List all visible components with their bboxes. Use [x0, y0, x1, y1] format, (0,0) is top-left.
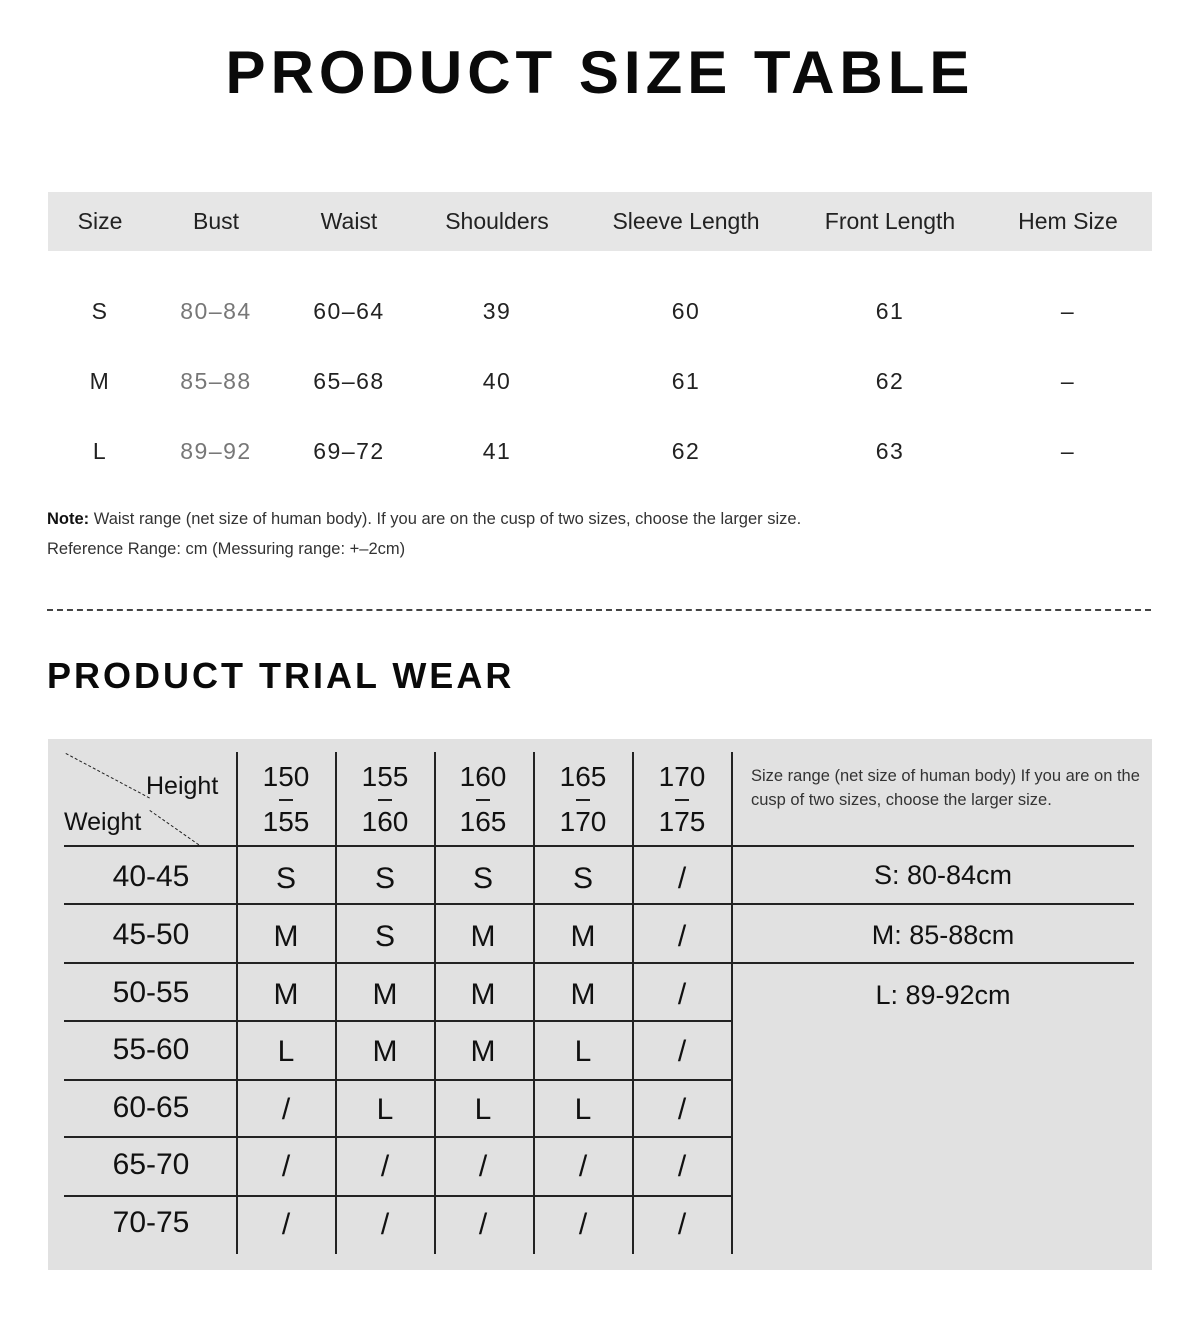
size-mark: L: [277, 1035, 295, 1068]
grid-vline: [533, 752, 535, 1254]
size-mark: /: [281, 1150, 291, 1183]
grid-hline: [64, 903, 1134, 905]
size-cell: –: [1060, 368, 1076, 394]
size-cell: 89–92: [180, 438, 252, 464]
size-mark: /: [677, 920, 687, 953]
size-cell: S: [91, 298, 109, 324]
weight-label: 50-55: [112, 976, 190, 1009]
size-mark: M: [372, 978, 398, 1011]
height-dash: [378, 799, 392, 801]
height-from: 150: [262, 761, 310, 792]
weight-label: 70-75: [112, 1206, 190, 1239]
size-cell: 69–72: [313, 438, 385, 464]
size-mark: M: [273, 978, 299, 1011]
size-mark: L: [574, 1093, 592, 1126]
column-header: Bust: [192, 208, 240, 234]
column-header: Sleeve Length: [612, 208, 760, 234]
height-from: 165: [559, 761, 607, 792]
height-to: 165: [459, 806, 507, 837]
size-mark: S: [275, 862, 297, 895]
size-mark: M: [470, 978, 496, 1011]
size-cell: 85–88: [180, 368, 252, 394]
section-divider: [47, 609, 1151, 611]
height-to: 160: [361, 806, 409, 837]
size-cell: 65–68: [313, 368, 385, 394]
grid-hline: [64, 1195, 731, 1197]
column-header: Waist: [320, 208, 378, 234]
size-cell: 60–64: [313, 298, 385, 324]
size-cell: 60: [671, 298, 701, 324]
size-mark: S: [472, 862, 494, 895]
size-cell: 62: [875, 368, 905, 394]
size-mark: S: [374, 920, 396, 953]
size-range: S: 80-84cm: [873, 860, 1013, 890]
size-mark: S: [572, 862, 594, 895]
size-mark: /: [677, 862, 687, 895]
height-to: 175: [658, 806, 706, 837]
size-mark: L: [574, 1035, 592, 1068]
size-range-note: Size range (net size of human body) If you are on the cusp of two sizes, choose the larger size.: [751, 767, 1140, 809]
height-from: 170: [658, 761, 706, 792]
grid-vline: [632, 752, 634, 1254]
reference-range: Reference Range: cm (Messuring range: +–2cm): [47, 540, 406, 558]
weight-label: 65-70: [112, 1148, 190, 1181]
size-cell: 80–84: [180, 298, 252, 324]
size-cell: 40: [482, 368, 512, 394]
size-cell: –: [1060, 298, 1076, 324]
height-from: 155: [361, 761, 409, 792]
grid-hline: [64, 1020, 731, 1022]
weight-label: 60-65: [112, 1091, 190, 1124]
grid-vline: [236, 752, 238, 1254]
size-cell: L: [92, 438, 108, 464]
size-cell: 62: [671, 438, 701, 464]
column-header: Size: [77, 208, 123, 234]
grid-vline: [335, 752, 337, 1254]
size-mark: /: [677, 1035, 687, 1068]
size-mark: /: [578, 1150, 588, 1183]
height-dash: [576, 799, 590, 801]
size-mark: M: [470, 920, 496, 953]
size-range: M: 85-88cm: [871, 920, 1015, 950]
grid-vline: [731, 752, 733, 1254]
height-dash: [476, 799, 490, 801]
size-mark: M: [372, 1035, 398, 1068]
size-mark: /: [281, 1093, 291, 1126]
weight-label: 55-60: [112, 1033, 190, 1066]
size-mark: L: [474, 1093, 492, 1126]
column-header: Shoulders: [445, 208, 549, 234]
corner-height-label: Height: [146, 772, 219, 800]
size-mark: /: [281, 1208, 291, 1241]
height-dash: [675, 799, 689, 801]
corner-weight-label: Weight: [64, 808, 142, 836]
note-line: [47, 510, 801, 529]
column-header: Hem Size: [1018, 208, 1118, 234]
size-mark: /: [677, 1093, 687, 1126]
size-cell: 61: [671, 368, 701, 394]
weight-label: 45-50: [112, 918, 190, 951]
size-mark: /: [578, 1208, 588, 1241]
grid-hline: [64, 845, 1134, 847]
size-mark: /: [478, 1150, 488, 1183]
size-mark: /: [677, 978, 687, 1011]
size-mark: /: [380, 1150, 390, 1183]
size-mark: /: [380, 1208, 390, 1241]
size-cell: M: [89, 368, 111, 394]
grid-hline: [64, 1079, 731, 1081]
size-mark: M: [470, 1035, 496, 1068]
column-header: Front Length: [824, 208, 956, 234]
grid-vline: [434, 752, 436, 1254]
note-label: Note:: [47, 510, 90, 528]
weight-label: 40-45: [112, 860, 190, 893]
size-range: L: 89-92cm: [875, 980, 1011, 1010]
size-cell: 61: [875, 298, 905, 324]
size-mark: M: [570, 978, 596, 1011]
size-mark: /: [677, 1150, 687, 1183]
height-dash: [279, 799, 293, 801]
note-text: Waist range (net size of human body). If you are on the cusp of two sizes, choose the larger size.: [89, 510, 802, 528]
size-cell: 63: [875, 438, 905, 464]
grid-hline: [64, 1136, 731, 1138]
trial-title: PRODUCT TRIAL WEAR: [47, 655, 515, 696]
size-mark: L: [376, 1093, 394, 1126]
size-mark: S: [374, 862, 396, 895]
size-mark: M: [570, 920, 596, 953]
size-cell: 39: [482, 298, 512, 324]
size-mark: /: [478, 1208, 488, 1241]
size-mark: M: [273, 920, 299, 953]
size-cell: 41: [482, 438, 512, 464]
height-to: 155: [262, 806, 310, 837]
size-mark: /: [677, 1208, 687, 1241]
height-to: 170: [559, 806, 607, 837]
page-title: PRODUCT SIZE TABLE: [225, 39, 975, 106]
grid-hline: [64, 962, 1134, 964]
size-cell: –: [1060, 438, 1076, 464]
height-from: 160: [459, 761, 507, 792]
